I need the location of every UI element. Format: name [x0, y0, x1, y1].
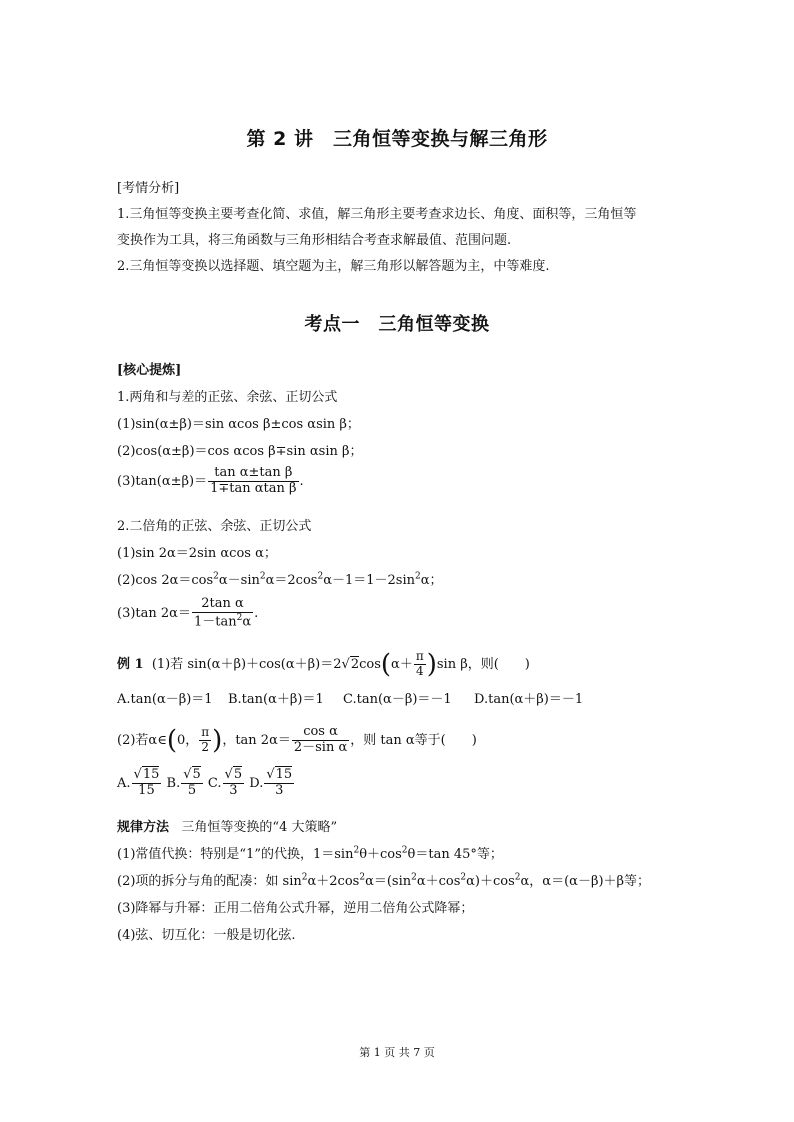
- text: (1)若 sin(α＋β)＋cos(α＋β)＝2: [151, 656, 342, 672]
- option-d: D.tan(α＋β)＝－1: [474, 692, 584, 707]
- text: α)＋cos: [466, 874, 515, 889]
- fraction: [181, 768, 203, 799]
- fraction: [414, 650, 426, 679]
- fraction: [192, 597, 253, 630]
- text: (1)常值代换：特别是“1”的代换，1＝sin: [117, 847, 354, 862]
- denominator: 3: [229, 782, 238, 798]
- option-label: B.: [166, 775, 181, 791]
- text: α－1＝1－2sin: [323, 573, 415, 588]
- text: α＝(sin: [365, 874, 412, 889]
- numerator: [223, 768, 245, 784]
- text: α＋: [391, 656, 413, 672]
- text: α＝2cos: [265, 573, 318, 588]
- period: .: [254, 606, 259, 622]
- denominator: 2: [201, 739, 210, 754]
- period: .: [299, 473, 304, 489]
- analysis-p2: 2.三角恒等变换以选择题、填空题为主，解三角形以解答题为主，中等难度.: [117, 259, 550, 274]
- superscript: 2: [317, 571, 324, 582]
- formula-sin-double: (1)sin 2α＝2sin αcos α；: [117, 546, 277, 561]
- text: (3)tan 2α＝: [117, 606, 191, 622]
- analysis-p1-line1: 1.三角恒等变换主要考查化简、求值，解三角形主要考查求边长、角度、面积等，三角恒等: [117, 207, 637, 222]
- core-heading: [核心提炼]: [117, 363, 182, 378]
- option-a: A.tan(α－β)＝1: [117, 692, 213, 707]
- radicand: 2: [350, 656, 360, 672]
- right-paren: ): [212, 725, 223, 756]
- method-item2: [117, 870, 650, 889]
- sqrt-sign: √: [133, 767, 142, 782]
- fraction: [208, 466, 298, 497]
- numerator: [264, 768, 294, 784]
- radicand: 15: [275, 767, 293, 782]
- text: θ＋cos: [359, 847, 402, 862]
- right-paren: ): [426, 649, 437, 680]
- analysis-heading: [考情分析]: [117, 181, 180, 196]
- analysis-p1-line2: 变换作为工具，将三角函数与三角形相结合考查求解最值、范围问题.: [117, 233, 512, 248]
- denominator: 2－sin α: [293, 739, 348, 755]
- method-item3: (3)降幂与升幂：正用二倍角公式升幂，逆用二倍角公式降幂；: [117, 901, 474, 916]
- text: sin β，则( ): [436, 656, 530, 672]
- superscript: 2: [414, 571, 421, 582]
- text: α，α＝(α－β)＋β等；: [520, 874, 651, 889]
- denominator: [192, 613, 253, 630]
- formula-tan-prefix: (3)tan(α±β)＝: [117, 473, 208, 489]
- numerator: cos α: [292, 725, 349, 741]
- text: α: [242, 614, 252, 630]
- denominator: 4: [415, 663, 424, 678]
- denominator: 1∓tan αtan β: [210, 480, 297, 496]
- option-label: C.: [207, 775, 222, 791]
- text: cos: [359, 656, 381, 672]
- superscript: 2: [401, 845, 408, 856]
- text: 0，: [176, 732, 199, 748]
- text: α；: [420, 573, 443, 588]
- formula-tan-double: [117, 597, 258, 630]
- superscript: 2: [411, 872, 417, 883]
- superscript: 2: [259, 571, 266, 582]
- sqrt-sign: √: [341, 656, 350, 672]
- formula-cos-double: [117, 569, 443, 588]
- page-footer: 第 1 页 共 7 页: [359, 1046, 435, 1059]
- page-title: 第 2 讲 三角恒等变换与解三角形: [246, 128, 548, 150]
- text: 1－tan: [193, 614, 237, 630]
- numerator: 2tan α: [192, 597, 253, 613]
- fraction: [199, 726, 211, 755]
- method-heading: [117, 816, 337, 835]
- denominator: 5: [187, 782, 197, 798]
- radicand: 15: [142, 767, 160, 782]
- radicand: 5: [192, 767, 201, 782]
- text: (2)cos 2α＝cos: [117, 573, 214, 588]
- option-c: C.tan(α－β)＝－1: [343, 692, 452, 707]
- numerator: tan α±tan β: [208, 466, 298, 482]
- section-title: 考点一 三角恒等变换: [304, 314, 490, 335]
- superscript: 2: [353, 845, 360, 856]
- example-q1: [117, 650, 530, 679]
- text: (2)若α∈: [117, 732, 167, 748]
- method-item4: (4)弦、切互化：一般是切化弦.: [117, 928, 296, 943]
- fraction: [132, 768, 162, 799]
- text: ，则 tan α等于( ): [350, 732, 477, 748]
- option-label: A.: [117, 775, 131, 791]
- numerator: [181, 768, 203, 784]
- numerator: π: [415, 649, 424, 663]
- core-item2: 2.二倍角的正弦、余弦、正切公式: [117, 519, 312, 534]
- superscript: 2: [359, 872, 366, 883]
- method-label: 规律方法: [117, 820, 170, 835]
- denominator: 3: [275, 782, 284, 798]
- superscript: 2: [213, 571, 219, 582]
- numerator: [132, 768, 162, 784]
- sqrt-sign: √: [183, 767, 192, 782]
- formula-sin-sum: (1)sin(α±β)＝sin αcos β±cos αsin β；: [117, 417, 360, 432]
- text: α＋cos: [416, 874, 461, 889]
- core-item1: 1.两角和与差的正弦、余弦、正切公式: [117, 390, 338, 405]
- numerator: π: [201, 725, 210, 740]
- denominator: 15: [138, 782, 155, 798]
- fraction: [264, 768, 294, 799]
- superscript: 2: [460, 872, 467, 883]
- formula-tan-sum: [117, 466, 304, 497]
- text: (2)项的拆分与角的配凑：如 sin: [117, 874, 302, 889]
- text: α－sin: [218, 573, 260, 588]
- sqrt-sign: √: [224, 767, 233, 782]
- answer-options: [117, 768, 295, 799]
- superscript: 2: [514, 872, 521, 883]
- fraction: [223, 768, 245, 799]
- superscript: 2: [236, 612, 243, 623]
- left-paren: (: [380, 649, 392, 680]
- text: ，tan 2α＝: [222, 732, 291, 748]
- text: θ＝tan 45°等；: [407, 847, 503, 862]
- example-q2: [117, 725, 477, 756]
- option-label: D.: [249, 775, 264, 791]
- superscript: 2: [301, 872, 308, 883]
- example-label: 例 1: [117, 656, 144, 672]
- radicand: 5: [233, 767, 243, 782]
- left-bracket: (: [166, 725, 177, 756]
- sqrt-sign: √: [266, 767, 275, 782]
- option-b: B.tan(α＋β)＝1: [228, 692, 324, 707]
- formula-cos-sum: (2)cos(α±β)＝cos αcos β∓sin αsin β；: [117, 444, 363, 459]
- text: α＋2cos: [307, 874, 360, 889]
- method-item1: [117, 843, 503, 862]
- fraction: [292, 725, 349, 756]
- method-title: 三角恒等变换的“4 大策略”: [181, 820, 338, 835]
